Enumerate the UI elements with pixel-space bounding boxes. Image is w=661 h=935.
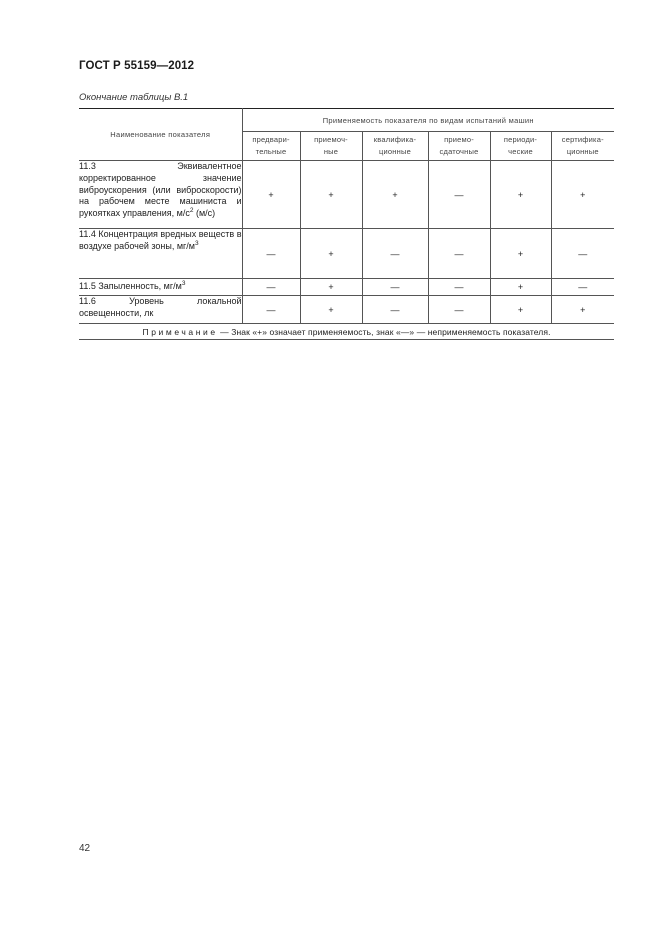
table-row <box>79 229 614 279</box>
row-mark: + <box>490 229 551 279</box>
row-mark: — <box>362 296 428 324</box>
column-header-qualification: квалифика- ционные <box>362 132 428 161</box>
document-code: ГОСТ Р 55159—2012 <box>79 60 195 72</box>
row-mark: + <box>242 161 300 229</box>
row-mark: — <box>428 161 490 229</box>
note-row <box>79 324 614 340</box>
row-mark: + <box>300 161 362 229</box>
row-mark: + <box>551 161 614 229</box>
table-row <box>79 296 614 324</box>
note-text: — Знак «+» означает применяемость, знак «—» — неприменяемость показателя. <box>217 326 551 337</box>
page-number: 42 <box>79 843 91 854</box>
row-mark: + <box>490 161 551 229</box>
column-header-acceptance: приемоч- ные <box>300 132 362 161</box>
column-header-preliminary: предвари- тельные <box>242 132 300 161</box>
column-header-certification: сертифика- ционные <box>551 132 614 161</box>
row-name: 11.6 Уровень локальной освещенности, лк <box>79 296 242 324</box>
row-mark: — <box>242 279 300 296</box>
column-header-delivery: приемо- сдаточные <box>428 132 490 161</box>
row-mark: + <box>300 296 362 324</box>
row-mark: + <box>551 296 614 324</box>
name-column-header: Наименование показателя <box>79 109 242 161</box>
row-mark: + <box>300 279 362 296</box>
table-note <box>79 324 614 340</box>
note-label: Примечание <box>142 326 218 337</box>
row-name: 11.3 Эквивалентное корректированное значение виброускорения (или виброскорости) на рабочем месте машиниста и рукоятках управления, $м/с^2$ (м/с) <box>79 161 242 229</box>
test-types-group-header: Применяемость показателя по видам испытаний машин <box>242 109 614 132</box>
row-mark: + <box>490 296 551 324</box>
row-mark: — <box>551 279 614 296</box>
row-mark: — <box>551 229 614 279</box>
row-mark: — <box>428 229 490 279</box>
row-mark: + <box>300 229 362 279</box>
row-mark: — <box>362 229 428 279</box>
row-name: 11.4 Концентрация вредных веществ в воздухе рабочей зоны, $мг/м^3$ <box>79 229 242 279</box>
row-mark: — <box>242 229 300 279</box>
applicability-table <box>79 108 614 340</box>
row-mark: + <box>362 161 428 229</box>
row-mark: — <box>362 279 428 296</box>
row-mark: — <box>428 279 490 296</box>
row-mark: — <box>242 296 300 324</box>
column-header-periodic: периоди- ческие <box>490 132 551 161</box>
table-row <box>79 161 614 229</box>
table-row <box>79 279 614 296</box>
row-name: 11.5 Запыленность, $мг/м^3$ <box>79 279 242 296</box>
table-caption: Окончание таблицы В.1 <box>79 92 189 103</box>
row-mark: + <box>490 279 551 296</box>
header-row-group <box>79 109 614 132</box>
row-mark: — <box>428 296 490 324</box>
